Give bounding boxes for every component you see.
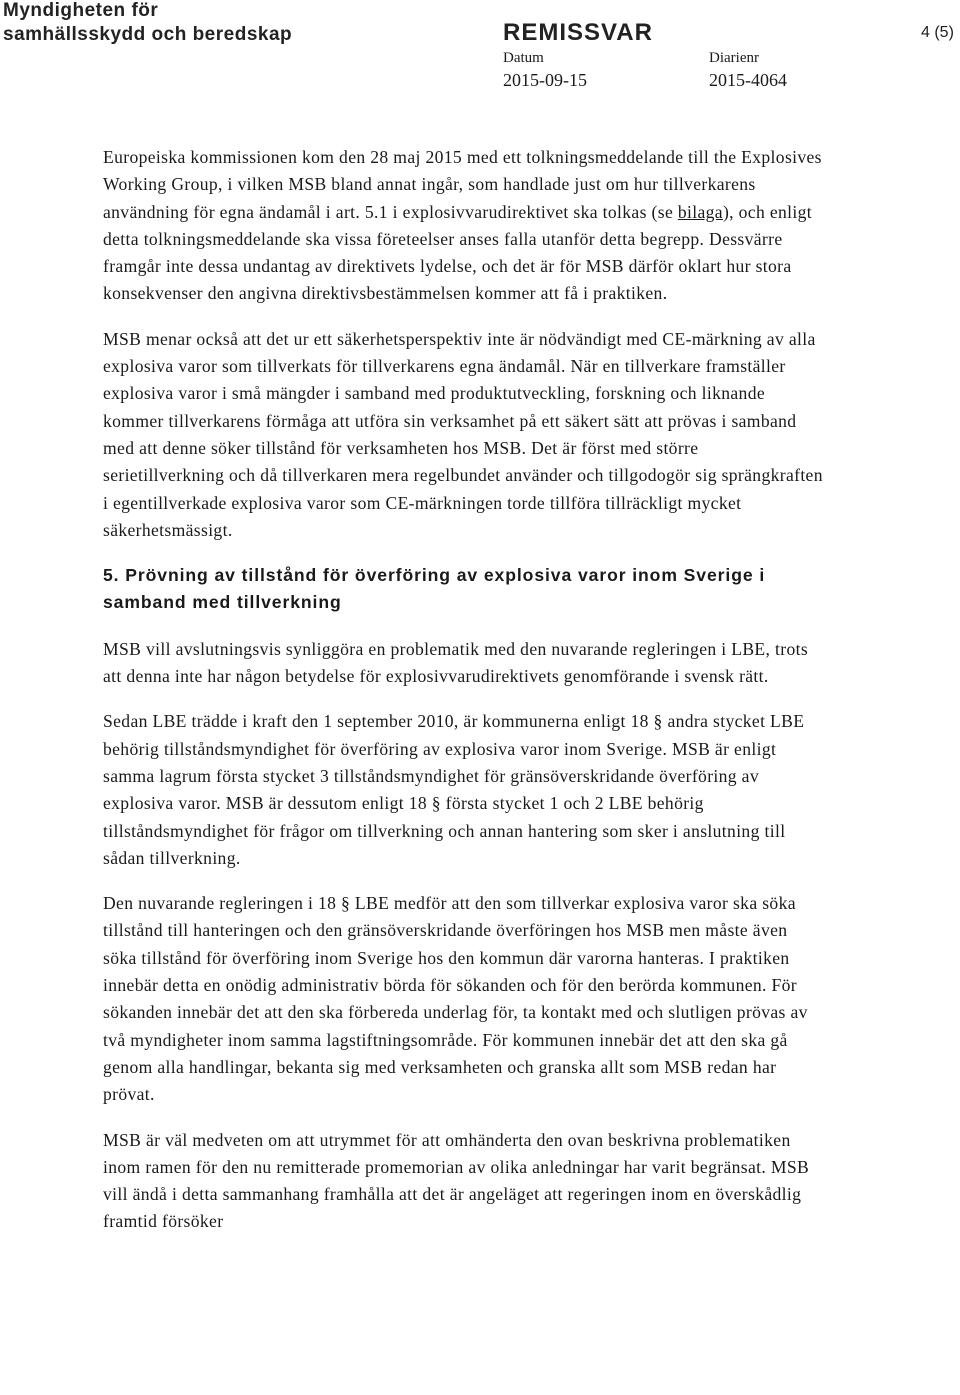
organization-name-line2: samhällsskydd och beredskap [3, 24, 293, 45]
diarienr-value: 2015-4064 [709, 70, 787, 90]
diarienr-label: Diarienr [709, 50, 759, 66]
page-number: 4 (5) [921, 24, 954, 41]
document-type: REMISSVAR [503, 19, 653, 46]
bilaga-link[interactable]: bilaga [677, 201, 723, 222]
paragraph-6: MSB är väl medveten om att utrymmet för att omhänderta den ovan beskrivna problematiken inom ramen för den nu remitterade promemorian av olika anledningar har varit begränsat. MSB vill ändå i detta sammanhang framhålla att det är angeläget att regeringen inom en överskådlig framtid försöker [103, 1129, 810, 1232]
paragraph-1-text-b: ), och enligt detta tolkningsmeddelande ska vissa företeelser anses falla utanför detta begrepp. Dessvärre framgår inte dessa undantag av direktivets lydelse, och det är för MSB därför oklart hur stora konsekvenser den angivna direktivsbestämmelsen kommer att få i praktiken. [103, 201, 813, 304]
paragraph-4: Sedan LBE trädde i kraft den 1 september 2010, är kommunerna enligt 18 § andra stycket LBE behörig tillståndsmyndighet för överföring av explosiva varor inom Sverige. MSB är enligt samma lagrum första stycket 3 tillståndsmyndighet för gränsöverskridande överföring av explosiva varor. MSB är dessutom enligt 18 § första stycket 1 och 2 LBE behörig tillståndsmyndighet för frågor om tillverkning och annan hantering som sker i anslutning till sådan tillverkning. [103, 711, 805, 868]
paragraph-2: MSB menar också att det ur ett säkerhetsperspektiv inte är nödvändigt med CE-märkning av alla explosiva varor som tillverkats för tillverkarens egna ändamål. När en tillverkare framställer explosiva varor i små mängder i samband med produktutveckling, forskning och liknande kommer tillverkarens förmåga att utföra sin verksamhet på ett säkert sätt att prövas i samband med att denne söker tillstånd för verksamheten hos MSB. Det är först med större serietillverkning och då tillverkaren mera regelbundet använder och tillgodogör sig sprängkraften i egentillverkade explosiva varor som CE-märkningen torde tillföra tillräckligt mycket säkerhetsmässigt. [103, 328, 823, 540]
date-value: 2015-09-15 [503, 70, 587, 90]
paragraph-3: MSB vill avslutningsvis synliggöra en problematik med den nuvarande regleringen i LBE, trots att denna inte har någon betydelse för explosivvarudirektivets genomförande i svensk rätt. [103, 638, 809, 687]
date-label: Datum [503, 50, 544, 66]
document-body [103, 144, 823, 1254]
paragraph-1 [103, 144, 823, 308]
paragraph-1-text-a: Europeiska kommissionen kom den 28 maj 2015 med ett tolkningsmeddelande till the Explosives Working Group, i vilken MSB bland annat ingår, som handlade just om hur tillverkarens användning för egna ändamål i art. 5.1 i explosivvarudirektivet ska tolkas (se [103, 147, 822, 222]
section-heading: 5. Prövning av tillstånd för överföring av explosiva varor inom Sverige i samband med tillverkning [103, 565, 766, 613]
paragraph-5: Den nuvarande regleringen i 18 § LBE medför att den som tillverkar explosiva varor ska söka tillstånd till hanteringen och den gränsöverskridande överföringen hos MSB men måste även söka tillstånd för överföring inom Sverige hos den kommun där varorna hanteras. I praktiken innebär detta en onödig administrativ börda för sökanden och för den berörda kommunen. För sökanden innebär det att den ska förbereda underlag för, ta kontakt med och slutligen prövas av två myndigheter inom samma lagstiftningsområde. För kommunen innebär det att den ska gå genom alla handlingar, bekanta sig med verksamheten och granska allt som MSB redan har prövat. [103, 893, 808, 1105]
organization-name-line1: Myndigheten för [3, 0, 159, 21]
